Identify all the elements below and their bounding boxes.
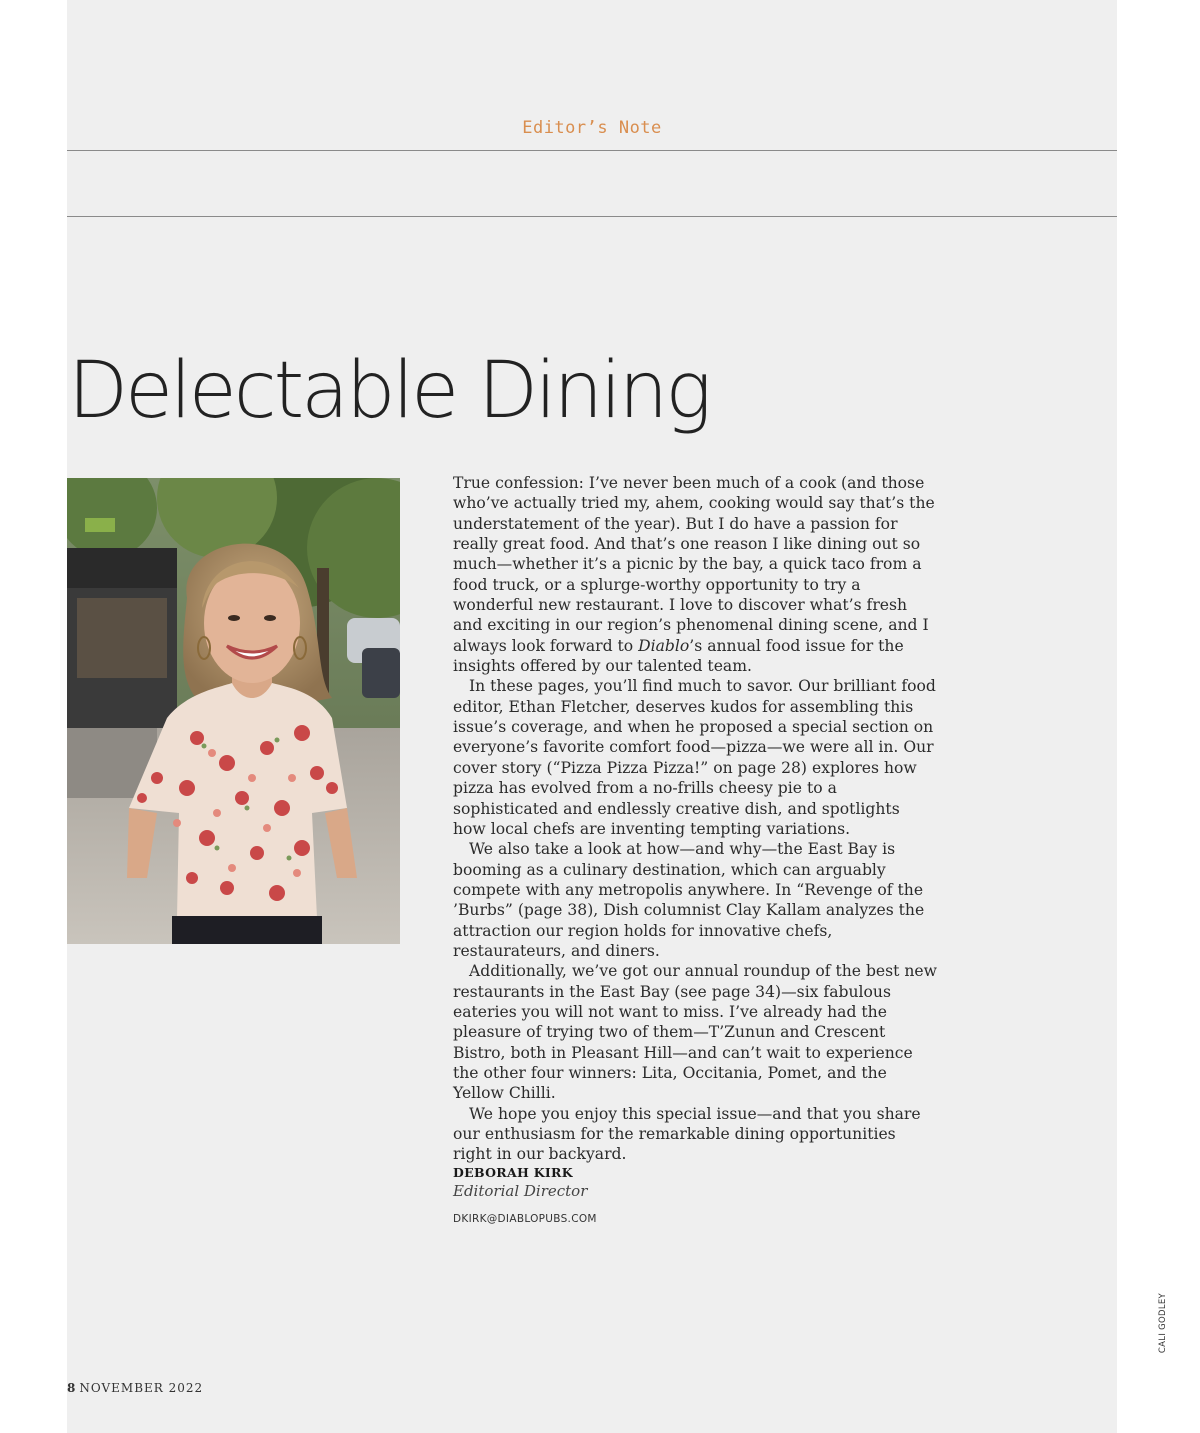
article-paragraph: We also take a look at how—and why—the East Bay is booming as a culinary destination, which can arguably compete with any metropolis anywhere. In “Revenge of the ’Burbs” (page 38), Dish columnist Clay Kallam analyzes the attraction our region holds for innovative chefs, restaurateurs, and diners.	[453, 840, 925, 960]
header-rule-top	[67, 150, 1117, 151]
article-paragraph: Additionally, we’ve got our annual roundup of the best new restaurants in the East Bay (see page 34)—six fabulous eateries you will not want to miss. I’ve already had the pleasure of trying two of them—T’Zunun and Crescent Bistro, both in Pleasant Hill—and can’t wait to experience the other four winners: Lita, Occitania, Pomet, and the Yellow Chilli.	[453, 962, 938, 1103]
issue-date: NOVEMBER 2022	[79, 1381, 204, 1395]
author-email[interactable]: DKIRK@DIABLOPUBS.COM	[453, 1213, 597, 1225]
paragraph-text: True confession: I’ve never been much of a cook (and those who’ve actually tried my, ahem, cooking would say that’s the understatement of the year). But I do have a passion for really great food. And that’s one reason I like dining out so much—whether it’s a picnic by the bay, a quick taco from a food truck, or a splurge-worthy opportunity to try a wonderful new restaurant. I love to discover what’s fresh and exciting in our region’s phenomenal dining scene, and I always look forward to	[453, 474, 935, 655]
page-number: 8	[67, 1381, 76, 1395]
photo-credit-text: CALI GODLEY	[1158, 1292, 1168, 1354]
paragraph-text: ’s annual food issue for the insights offered by our talented team.	[453, 636, 904, 676]
article-paragraph	[453, 473, 937, 676]
article-paragraph: We hope you enjoy this special issue—and that you share our enthusiasm for the remarkable dining opportunities right in our backyard.	[453, 1104, 921, 1164]
header-rule-bottom	[67, 216, 1117, 217]
article-paragraph: In these pages, you’ll find much to savor. Our brilliant food editor, Ethan Fletcher, deserves kudos for assembling this issue’s coverage, and when he proposed a special section on everyone’s favorite comfort food—pizza—we were all in. Our cover story (“Pizza Pizza Pizza!” on page 28) explores how pizza has evolved from a no-frills cheesy pie to a sophisticated and endlessly creative dish, and spotlights how local chefs are inventing tempting variations.	[453, 677, 936, 838]
editor-portrait-photo	[67, 478, 400, 944]
magazine-name: Diablo	[638, 636, 690, 655]
photo-credit	[1155, 1288, 1171, 1358]
author-name: DEBORAH KIRK	[453, 1165, 573, 1180]
article-body	[453, 473, 937, 1165]
page-footer	[67, 1381, 203, 1395]
section-label: Editor’s Note	[522, 118, 662, 138]
author-title: Editorial Director	[453, 1182, 588, 1200]
headline: Delectable Dining	[68, 346, 710, 436]
